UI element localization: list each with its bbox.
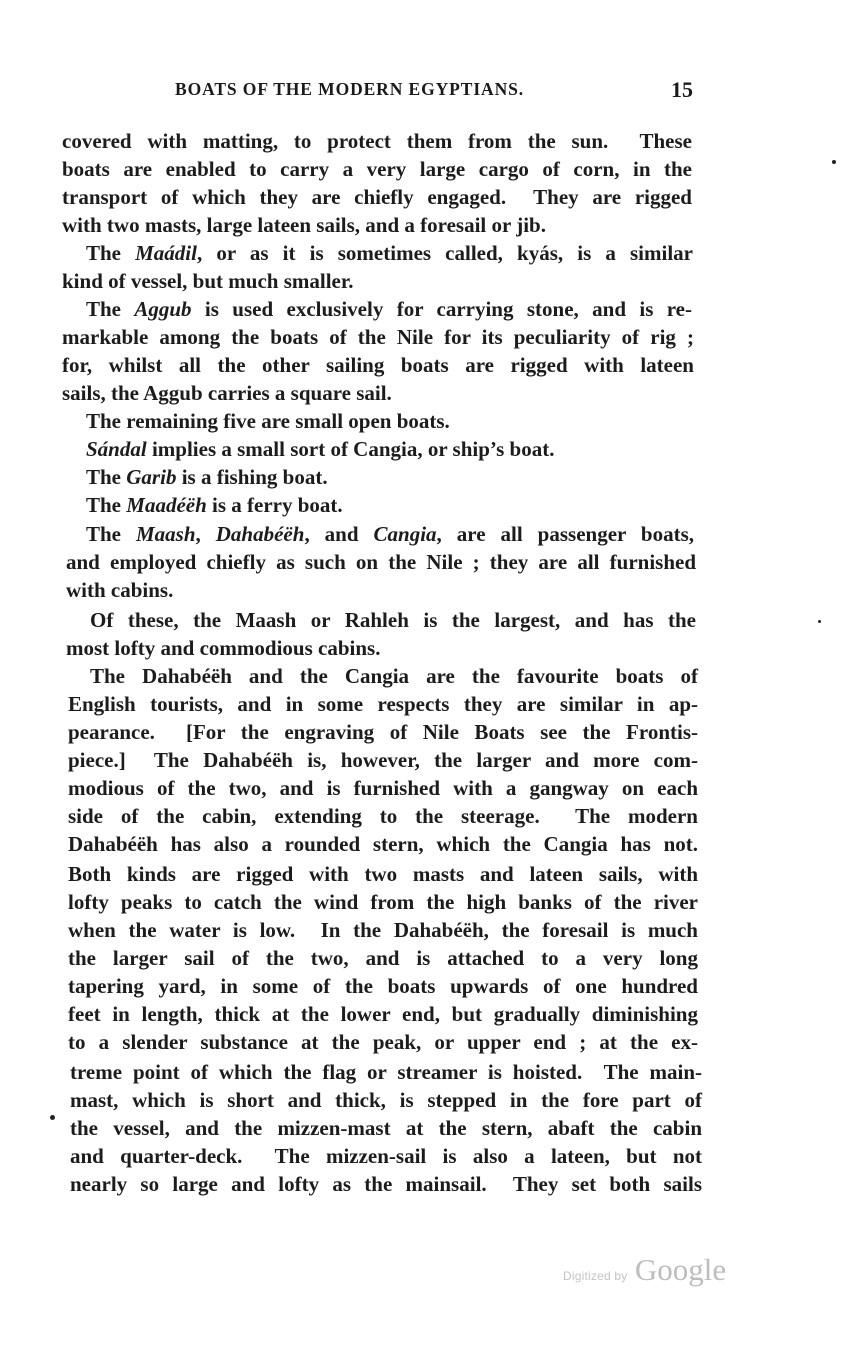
text-line: feet in length, thick at the lower end, but gradually diminishing bbox=[68, 1002, 698, 1026]
scan-speck bbox=[832, 160, 836, 164]
text-line: Dahabéëh has also a rounded stern, which the Cangia has not. bbox=[68, 832, 698, 856]
text-line: boats are enabled to carry a very large cargo of corn, in the bbox=[62, 157, 692, 181]
text-line: covered with matting, to protect them from the sun. These bbox=[62, 129, 692, 153]
text-line: the larger sail of the two, and is attached to a very long bbox=[68, 946, 698, 970]
text-line: nearly so large and lofty as the mainsail. They set both sails bbox=[70, 1172, 702, 1196]
text-line: Sándal implies a small sort of Cangia, or ship’s boat. bbox=[86, 437, 555, 461]
text-line: The Aggub is used exclusively for carrying stone, and is re- bbox=[86, 297, 692, 321]
text-line: The Maash, Dahabéëh, and Cangia, are all passenger boats, bbox=[86, 522, 695, 546]
text-line: The Maádil, or as it is sometimes called, kyás, is a similar bbox=[86, 241, 693, 265]
text-line: English tourists, and in some respects they are similar in ap- bbox=[68, 692, 698, 716]
text-line: The Maadéëh is a ferry boat. bbox=[86, 493, 343, 517]
text-line: Both kinds are rigged with two masts and lateen sails, with bbox=[68, 862, 698, 886]
text-line: kind of vessel, but much smaller. bbox=[62, 269, 354, 293]
text-line: modious of the two, and is furnished with a gangway on each bbox=[68, 776, 698, 800]
text-line: The remaining five are small open boats. bbox=[86, 409, 450, 433]
text-line: for, whilst all the other sailing boats are rigged with lateen bbox=[62, 353, 694, 377]
text-line: piece.] The Dahabéëh is, however, the larger and more com- bbox=[68, 748, 698, 772]
text-line: and quarter-deck. The mizzen-sail is also a lateen, but not bbox=[70, 1144, 702, 1168]
google-logo: Google bbox=[634, 1252, 727, 1287]
text-line: sails, the Aggub carries a square sail. bbox=[62, 381, 392, 405]
text-line: The Garib is a fishing boat. bbox=[86, 465, 328, 489]
page-number: 15 bbox=[671, 77, 693, 102]
scan-speck bbox=[818, 620, 821, 623]
text-line: with two masts, large lateen sails, and a foresail or jib. bbox=[62, 213, 546, 237]
text-line: Of these, the Maash or Rahleh is the largest, and has the bbox=[90, 608, 696, 632]
text-line: with cabins. bbox=[66, 578, 174, 602]
digitized-watermark bbox=[563, 1252, 726, 1288]
text-line: pearance. [For the engraving of Nile Boats see the Frontis- bbox=[68, 720, 698, 744]
scan-speck bbox=[50, 1115, 55, 1120]
text-line: mast, which is short and thick, is stepped in the fore part of bbox=[70, 1088, 702, 1112]
text-line: transport of which they are chiefly engaged. They are rigged bbox=[62, 185, 692, 209]
text-line: when the water is low. In the Dahabéëh, the foresail is much bbox=[68, 918, 698, 942]
text-line: lofty peaks to catch the wind from the high banks of the river bbox=[68, 890, 698, 914]
text-line: to a slender substance at the peak, or upper end ; at the ex- bbox=[68, 1030, 698, 1054]
running-head bbox=[175, 79, 693, 107]
text-line: and employed chiefly as such on the Nile ; they are all furnished bbox=[66, 550, 696, 574]
text-line: tapering yard, in some of the boats upwards of one hundred bbox=[68, 974, 698, 998]
text-line: most lofty and commodious cabins. bbox=[66, 636, 381, 660]
text-line: the vessel, and the mizzen-mast at the stern, abaft the cabin bbox=[70, 1116, 702, 1140]
text-line: The Dahabéëh and the Cangia are the favourite boats of bbox=[90, 664, 698, 688]
running-title: BOATS OF THE MODERN EGYPTIANS. bbox=[175, 79, 525, 99]
text-line: treme point of which the flag or streamer is hoisted. The main- bbox=[70, 1060, 702, 1084]
watermark-prefix: Digitized by bbox=[563, 1269, 628, 1283]
text-line: side of the cabin, extending to the steerage. The modern bbox=[68, 804, 698, 828]
text-line: markable among the boats of the Nile for its peculiarity of rig ; bbox=[62, 325, 694, 349]
